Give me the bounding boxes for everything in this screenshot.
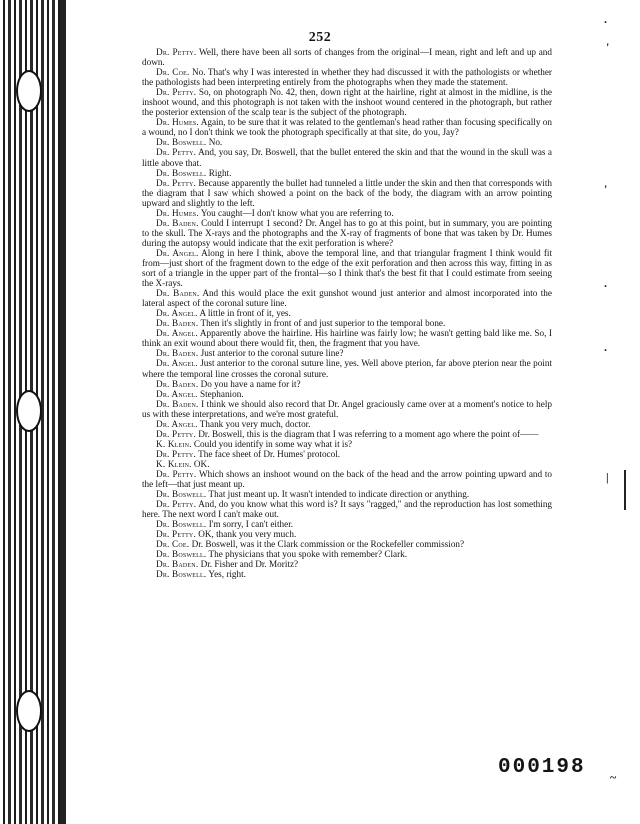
speech-text: Right. (208, 167, 232, 178)
speaker-name: Dr. Angel. (156, 328, 198, 339)
transcript-paragraph (142, 499, 552, 519)
speaker-name: Dr. Petty. (156, 87, 197, 98)
speaker-name: Dr. Baden. (156, 378, 199, 389)
speaker-name: Dr. Petty. (156, 468, 197, 479)
transcript-paragraph (142, 288, 552, 308)
transcript-paragraph (142, 399, 552, 419)
transcript-paragraph (142, 389, 552, 399)
speech-text: Apparently above the hairline. His hairline was fairly low; he wasn't getting bald like me. So, I think an exit wound about there would fit, then, the fragment that you have. (142, 328, 552, 349)
transcript-paragraph (142, 178, 552, 208)
transcript-paragraph (142, 348, 552, 358)
speaker-name: K. Klein. (156, 458, 192, 469)
speaker-name: Dr. Coe. (156, 67, 190, 78)
transcript-paragraph (142, 379, 552, 389)
speech-text: Dr. Boswell, was it the Clark commission or the Rockefeller commission? (191, 539, 465, 550)
speech-text: Along in here I think, above the temporal line, and that triangular fragment I think would fit from—just short of the fragment down to the edge of the exit perforation and then across this way, fitting in as sort of a triangle in the upper part of the frontal—so I think that's the best fit that I could estimate from seeing the X-rays. (142, 247, 552, 289)
speech-text: I think we should also record that Dr. Angel graciously came over at a moment's notice to help us with these interpretations, and we're most grateful. (142, 398, 552, 419)
speech-text: Dr. Fisher and Dr. Moritz? (200, 559, 299, 570)
speaker-name: Dr. Angel. (156, 308, 198, 319)
transcript-paragraph (142, 519, 552, 529)
speech-text: Dr. Boswell, this is the diagram that I was referring to a moment ago where the point of—— (198, 428, 539, 439)
speaker-name: Dr. Angel. (156, 247, 199, 258)
speaker-name: Dr. Humes. (156, 207, 199, 218)
speaker-name: Dr. Petty. (156, 147, 197, 158)
transcript-paragraph (142, 429, 552, 439)
speech-text: Thank you very much, doctor. (199, 418, 311, 429)
speech-text: No. That's why I was interested in whether they had discussed it with the pathologists or whether the pathologists had been interpreting entirely from the photographs when they made the statement. (142, 67, 552, 88)
transcript-paragraph (142, 569, 552, 579)
transcript-body (142, 47, 552, 579)
speaker-name: Dr. Humes. (156, 117, 199, 128)
transcript-paragraph (142, 358, 552, 378)
transcript-paragraph (142, 117, 552, 137)
transcript-paragraph (142, 489, 552, 499)
margin-mark: ' (604, 182, 608, 196)
transcript-paragraph (142, 308, 552, 318)
speaker-name: Dr. Angel. (156, 358, 198, 369)
speech-text: Again, to be sure that it was related to the gentleman's head rather than focusing specifically on a wound, no I don't think we took the photograph specifically at that site, do you, Jay? (142, 117, 552, 138)
margin-mark: . (604, 276, 607, 290)
speaker-name: Dr. Petty. (156, 529, 196, 540)
speaker-name: Dr. Baden. (156, 559, 199, 570)
speech-text: And, do you know what this word is? It says "ragged," and the reproduction has lost something here. The next word I can't make out. (142, 499, 553, 520)
margin-mark: . (604, 12, 607, 26)
transcript-paragraph (142, 248, 552, 288)
speaker-name: Dr. Baden. (156, 288, 200, 299)
speech-text: Do you have a name for it? (200, 378, 301, 389)
speech-text: Just anterior to the coronal suture line? (200, 348, 344, 359)
transcript-paragraph (142, 469, 552, 489)
speaker-name: Dr. Baden. (156, 348, 199, 359)
transcript-paragraph (142, 318, 552, 328)
punch-hole-top (16, 70, 42, 112)
margin-mark: ' (606, 40, 610, 54)
speech-text: No. (208, 137, 223, 148)
speaker-name: Dr. Baden. (156, 217, 199, 228)
speech-text: OK. (193, 458, 210, 469)
speech-text: OK, thank you very much. (198, 529, 297, 540)
speech-text: Just anterior to the coronal suture line, yes. Well above pterion, far above pterion near the point where the temporal line crosses the coronal suture. (142, 358, 552, 379)
speech-text: That just meant up. It wasn't intended to indicate direction or anything. (208, 489, 470, 500)
speaker-name: Dr. Boswell. (156, 167, 207, 178)
binder-edge (60, 0, 66, 824)
transcript-paragraph (142, 419, 552, 429)
transcript-paragraph (142, 328, 552, 348)
transcript-paragraph (142, 539, 552, 549)
speaker-name: Dr. Angel. (156, 388, 198, 399)
speech-text: Which shows an inshoot wound on the back of the head and the arrow pointing upward and to the left—that just meant up. (142, 468, 552, 490)
speaker-name: Dr. Coe. (156, 539, 190, 550)
speaker-name: K. Klein. (156, 438, 192, 449)
transcript-paragraph (142, 529, 552, 539)
speech-text: Stephanion. (199, 388, 244, 399)
transcript-paragraph (142, 137, 552, 147)
speaker-name: Dr. Baden. (156, 398, 199, 409)
speaker-name: Dr. Petty. (156, 428, 196, 439)
speech-text: A little in front of it, yes. (199, 308, 291, 319)
transcript-paragraph (142, 208, 552, 218)
margin-mark: . (604, 340, 607, 354)
transcript-paragraph (142, 459, 552, 469)
margin-rule (624, 470, 626, 510)
speech-text: Well, there have been all sorts of changes from the original—I mean, right and left and up and down. (142, 47, 552, 68)
transcript-paragraph (142, 87, 552, 117)
speaker-name: Dr. Boswell. (156, 137, 207, 148)
speech-text: The face sheet of Dr. Humes' protocol. (198, 448, 341, 459)
speech-text: The physicians that you spoke with remember? Clark. (208, 549, 408, 560)
speech-text: Yes, right. (208, 569, 246, 580)
speech-text: So, on photograph No. 42, then, down right at the hairline, right at almost in the midline, is the inshoot wound, and this photograph is not taken with the inshoot wound centered in the photograph, but rather the posterior extension of the scalp tear is the subject of the photograph. (142, 87, 553, 118)
punch-hole-middle (16, 390, 42, 432)
transcript-paragraph (142, 47, 552, 67)
speech-text: Then it's slightly in front of and just superior to the temporal bone. (200, 318, 446, 329)
speech-text: You caught—I don't know what you are referring to. (200, 207, 394, 218)
page-number: 252 (308, 30, 332, 45)
transcript-paragraph (142, 559, 552, 569)
speaker-name: Dr. Angel. (156, 418, 198, 429)
speaker-name: Dr. Boswell. (156, 489, 207, 500)
transcript-paragraph (142, 449, 552, 459)
speaker-name: Dr. Baden. (156, 318, 199, 329)
punch-hole-bottom (16, 690, 42, 732)
speaker-name: Dr. Petty. (156, 499, 197, 510)
speaker-name: Dr. Petty. (156, 47, 197, 57)
speaker-name: Dr. Petty. (156, 448, 196, 459)
transcript-paragraph (142, 549, 552, 559)
speech-text: Could I interrupt 1 second? Dr. Angel has to go at this point, but in summary, you are pointing to the skull. The X-rays and the photographs and the X-ray of fragments of bone that was taken by Dr. Humes during the autopsy would indicate that the exit perforation is where? (142, 217, 553, 248)
margin-mark: ~ (610, 770, 617, 784)
transcript-paragraph (142, 168, 552, 178)
speech-text: And, you say, Dr. Boswell, that the bullet entered the skin and that the wound in the skull was a little above that. (142, 147, 553, 168)
transcript-paragraph (142, 439, 552, 449)
transcript-paragraph (142, 67, 552, 87)
document-number: 000198 (498, 756, 586, 779)
speech-text: I'm sorry, I can't either. (208, 519, 294, 530)
speaker-name: Dr. Petty. (156, 177, 197, 188)
speech-text: And this would place the exit gunshot wound just anterior and almost incorporated into the lateral aspect of the coronal suture line. (142, 288, 552, 309)
speaker-name: Dr. Boswell. (156, 519, 207, 530)
speaker-name: Dr. Boswell. (156, 569, 207, 580)
speech-text: Because apparently the bullet had tunneled a little under the skin and then that corresponds with the diagram that I saw which showed a point on the back of the body, the diagram with an arrow pointing upward and slightly to the left. (142, 177, 553, 208)
margin-mark: | (606, 470, 609, 484)
transcript-paragraph (142, 218, 552, 248)
speaker-name: Dr. Boswell. (156, 549, 207, 560)
transcript-paragraph (142, 147, 552, 167)
speech-text: Could you identify in some way what it is? (193, 438, 353, 449)
